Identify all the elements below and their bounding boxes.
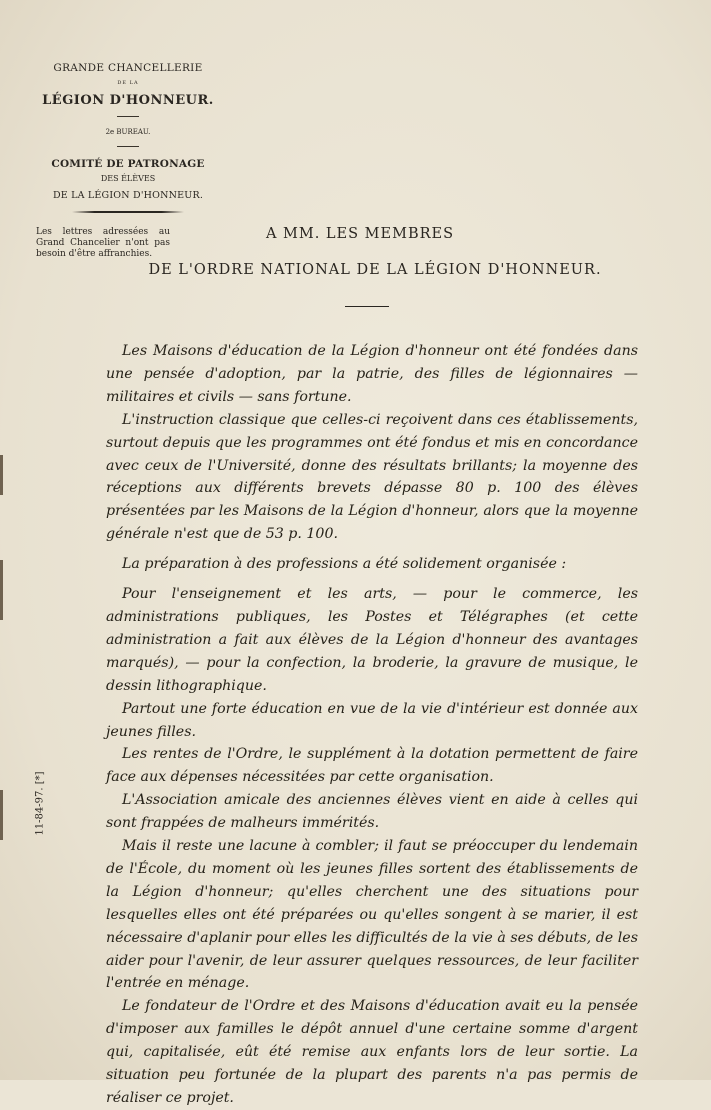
header-ornament-rule bbox=[72, 211, 184, 213]
header-de-la: DE LA bbox=[117, 80, 139, 86]
address-title-line1: A MM. LES MEMBRES bbox=[265, 226, 455, 242]
edge-binding-mark bbox=[0, 560, 3, 620]
paragraph: Partout une forte éducation en vue de la vie d'intérieur est donnée aux jeunes filles. bbox=[106, 700, 638, 740]
address-title-line2: DE L'ORDRE NATIONAL DE LA LÉGION D'HONNEUR. bbox=[148, 262, 602, 278]
header-rule-2 bbox=[117, 146, 139, 147]
edge-binding-mark bbox=[0, 455, 3, 495]
header-grande-chancellerie: GRANDE CHANCELLERIE bbox=[53, 62, 203, 74]
title-rule bbox=[345, 306, 389, 307]
paragraph: Le fondateur de l'Ordre et des Maisons d'éducation avait eu la pensée d'imposer aux familles le dépôt annuel d'une certaine somme d'argent qui, capitalisée, eût été remise aux enfants lors de leur sortie. La situation peu fortunée de la plupart des parents n'a pas permis de réaliser ce projet. bbox=[106, 998, 638, 1106]
paragraph: L'instruction classique que celles-ci reçoivent dans ces établissements, surtout depuis que les programmes ont été fondus et mis en concordance avec ceux de l'Université, donne des résultats brillants; la moyenne des réceptions aux différents brevets dépasse 80 p. 100 des élèves présentées par les Maisons de la Légion d'honneur, alors que la moyenne générale n'est que de 53 p. 100. bbox=[106, 411, 638, 543]
side-print-code: 11-84-97. [*] bbox=[34, 771, 46, 836]
header-de-la-legion: DE LA LÉGION D'HONNEUR. bbox=[52, 190, 204, 201]
postage-note: Les lettres adressées au Grand Chancelier n'ont pas besoin d'être affranchies. bbox=[36, 227, 170, 259]
paragraph: Les rentes de l'Ordre, le supplément à la dotation permettent de faire face aux dépenses nécessitées par cette organisation. bbox=[106, 746, 638, 786]
paragraph: Mais il reste une lacune à combler; il faut se préoccuper du lendemain de l'École, du moment où les jeunes filles sortent des établissements de la Légion d'honneur; qu'elles cherchent une des situations pour lesquelles elles ont été préparées ou qu'elles songent à se marier, il est nécessaire d'aplanir pour elles les difficultés de la vie à ses débuts, de les aider pour l'avenir, de leur assurer quelques ressources, de leur faciliter l'entrée en ménage. bbox=[106, 838, 638, 992]
header-rule-1 bbox=[117, 116, 139, 117]
header-comite-patronage: COMITÉ DE PATRONAGE bbox=[51, 158, 205, 170]
header-legion-honneur: LÉGION D'HONNEUR. bbox=[42, 93, 214, 108]
header-bureau: 2e BUREAU. bbox=[105, 128, 151, 136]
side-print-mark bbox=[34, 748, 46, 868]
header-des-eleves: DES ÉLÈVES bbox=[100, 174, 156, 183]
edge-binding-mark bbox=[0, 790, 3, 840]
paragraph: Pour l'enseignement et les arts, — pour le commerce, les administrations publiques, les Postes et Télégraphes (et cette administration a fait aux élèves de la Légion d'honneur des avantages marqués), — pour la confection, la broderie, la gravure de musique, le dessin lithographique. bbox=[106, 586, 638, 694]
letter-body bbox=[106, 340, 638, 1110]
paragraph: Les Maisons d'éducation de la Légion d'honneur ont été fondées dans une pensée d'adoption, par la patrie, des filles de légionnaires — militaires et civils — sans fortune. bbox=[106, 343, 638, 405]
paragraph: L'Association amicale des anciennes élèves vient en aide à celles qui sont frappées de malheurs immérités. bbox=[106, 792, 638, 832]
paragraph: La préparation à des professions a été solidement organisée : bbox=[122, 556, 567, 573]
